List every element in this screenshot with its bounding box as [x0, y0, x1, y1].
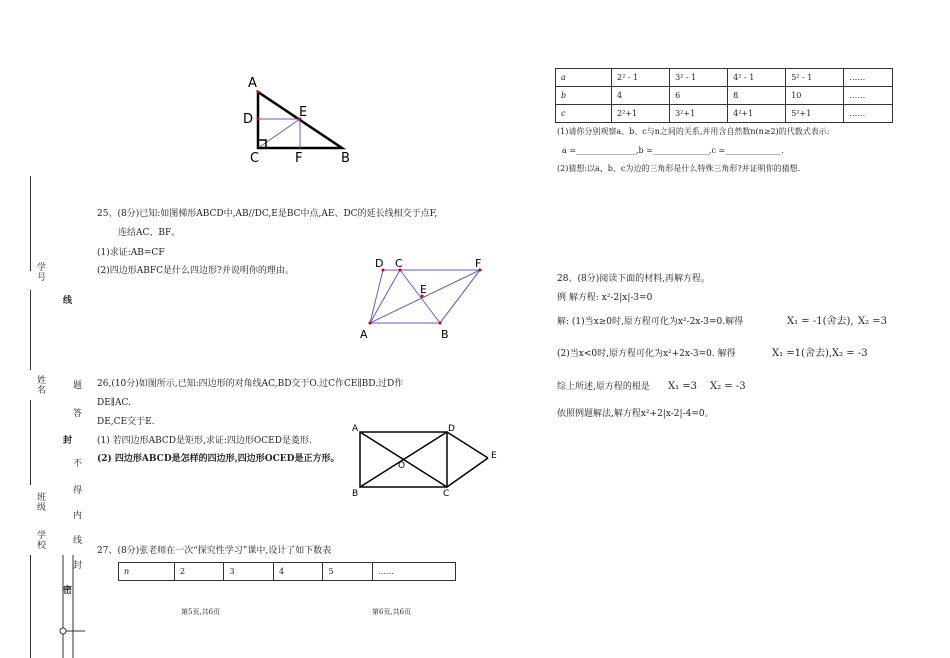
q28-step1-root1: X₁ = -1(舍去),	[787, 316, 854, 327]
margin-char-3: 答	[71, 408, 81, 418]
label-A: A	[360, 328, 368, 341]
cell: 5	[323, 563, 372, 581]
cell: 5² - 1	[786, 69, 844, 87]
cell: 6	[670, 87, 728, 105]
label-D: D	[243, 112, 254, 127]
q28-title: 28、(8分)阅读下面的材料,再解方程。	[557, 274, 711, 284]
footer-left: 第5页,共6页	[181, 608, 221, 616]
q28-task: 依照例题解法,解方程x²+2|x-2|-4=0。	[557, 409, 714, 419]
q28-summary-root1: X₁ =3	[668, 381, 698, 392]
q28-step1-root2: X₂ =3	[858, 316, 888, 327]
q25-title: 25、(8分)已知:如图梯形ABCD中,AB//DC,E是BC中点,AE、DC的延长线相交于点F,	[97, 209, 438, 219]
label-B: B	[341, 151, 350, 165]
cell: ……	[844, 69, 893, 87]
q28-summary-root2: X₂ = -3	[710, 381, 746, 392]
cell: 4²+1	[728, 105, 786, 123]
q28-step1: 解: (1)当x≥0时,原方程可化为x²-2x-3=0.解得	[557, 317, 744, 327]
xuexiao-line	[30, 555, 31, 658]
cell: 10	[786, 87, 844, 105]
seal-line-graphic	[55, 555, 85, 658]
cell: b	[556, 87, 612, 105]
xingming-label: 姓名	[35, 375, 45, 395]
cell: 3	[224, 563, 273, 581]
margin-char-4: 封	[61, 435, 71, 445]
cell: 3² - 1	[670, 69, 728, 87]
q27-part2: (2)猜想:以a、b、c为边的三角形是什么特殊三角形?并证明你的猜想.	[557, 164, 801, 173]
cell: 2² - 1	[612, 69, 670, 87]
xuexiao-label: 学校	[35, 530, 45, 550]
label-A: A	[248, 76, 257, 91]
cell: 4	[612, 87, 670, 105]
table-row	[556, 69, 893, 87]
q25-part1: (1)求证:AB=CF	[97, 248, 165, 258]
cell: ……	[844, 87, 893, 105]
margin-char-6: 得	[71, 485, 81, 495]
q26-line3: DE,CE交于E.	[97, 417, 155, 427]
label-O: O	[398, 461, 406, 471]
footer-right: 第6页,共6页	[372, 608, 412, 616]
q26-part2: (2) 四边形ABCD是怎样的四边形,四边形OCED是正方形。	[97, 454, 340, 464]
label-B: B	[352, 489, 359, 499]
label-C: C	[250, 151, 260, 165]
label-A: A	[352, 424, 359, 434]
q25-part2: (2)四边形ABFC是什么四边形?并说明你的理由。	[97, 266, 294, 276]
cell: 8	[728, 87, 786, 105]
q26-line2: DE∥AC.	[97, 398, 131, 408]
table-row	[556, 105, 893, 123]
margin-char-1: 线	[61, 295, 71, 305]
margin-char-7: 内	[71, 510, 81, 520]
cell: ……	[844, 105, 893, 123]
cell: c	[556, 105, 612, 123]
figure-trapezoid	[355, 255, 495, 343]
margin-char-5: 不	[71, 458, 81, 468]
figure-rectangle	[348, 420, 503, 500]
label-F: F	[475, 257, 482, 270]
q28-step2: (2)当x<0时,原方程可化为x²+2x-3=0. 解得	[557, 349, 736, 359]
label-E: E	[491, 451, 497, 461]
label-B: B	[441, 328, 449, 341]
q27-table-abc	[555, 68, 893, 123]
q26-part1: (1) 若四边形ABCD是矩形,求证:四边形OCED是菱形.	[97, 436, 312, 446]
q28-step2-root2: X₂ = -3	[832, 348, 868, 359]
label-C: C	[395, 257, 403, 270]
label-E: E	[299, 105, 308, 120]
cell: 4² - 1	[728, 69, 786, 87]
label-F: F	[295, 151, 303, 165]
label-E: E	[420, 283, 427, 296]
cell: 3²+1	[670, 105, 728, 123]
margin-char-2: 题	[71, 380, 81, 390]
cell: 5²+1	[786, 105, 844, 123]
q28-summary: 综上所述,原方程的根是	[557, 382, 650, 392]
cell-n: n	[119, 563, 175, 581]
cell: ……	[372, 563, 455, 581]
label-D: D	[448, 424, 455, 434]
margin-char-10: 密	[61, 585, 71, 595]
q27-part1: (1)请你分别观察a、b、c与n之间的关系,并用含自然数n(n≥2)的代数式表示:	[557, 127, 830, 136]
q28-example: 例 解方程: x²-2|x|-3=0	[557, 293, 653, 303]
q27-title: 27、(8分)张老师在一次“探究性学习”课中,设计了如下数表	[97, 546, 332, 556]
label-D: D	[375, 257, 384, 270]
q26-title: 26,(10分)如图所示,已知:四边形的对角线AC,BD交于O.过C作CE∥BD.过D作	[97, 379, 404, 389]
banji-label: 班级	[35, 492, 45, 512]
q27-fill-blanks: a =_______________,b =______________,c =______________.	[562, 146, 784, 155]
label-C: C	[443, 489, 450, 499]
figure-triangle	[238, 70, 368, 165]
margin-char-9: 封	[71, 560, 81, 570]
cell: 2	[175, 563, 224, 581]
q28-step2-root1: X₁ =1(舍去),	[772, 348, 833, 359]
cell: a	[556, 69, 612, 87]
table-row	[556, 87, 893, 105]
cell: 2²+1	[612, 105, 670, 123]
xingming-line	[30, 290, 31, 370]
q27-table-n	[118, 562, 456, 581]
margin-char-8: 线	[71, 535, 81, 545]
q25-cont: 连结AC、BF。	[118, 228, 181, 238]
cell: 4	[273, 563, 322, 581]
xuehao-line	[30, 176, 31, 271]
xuehao-label: 学号	[35, 262, 45, 282]
banji-line	[30, 400, 31, 485]
